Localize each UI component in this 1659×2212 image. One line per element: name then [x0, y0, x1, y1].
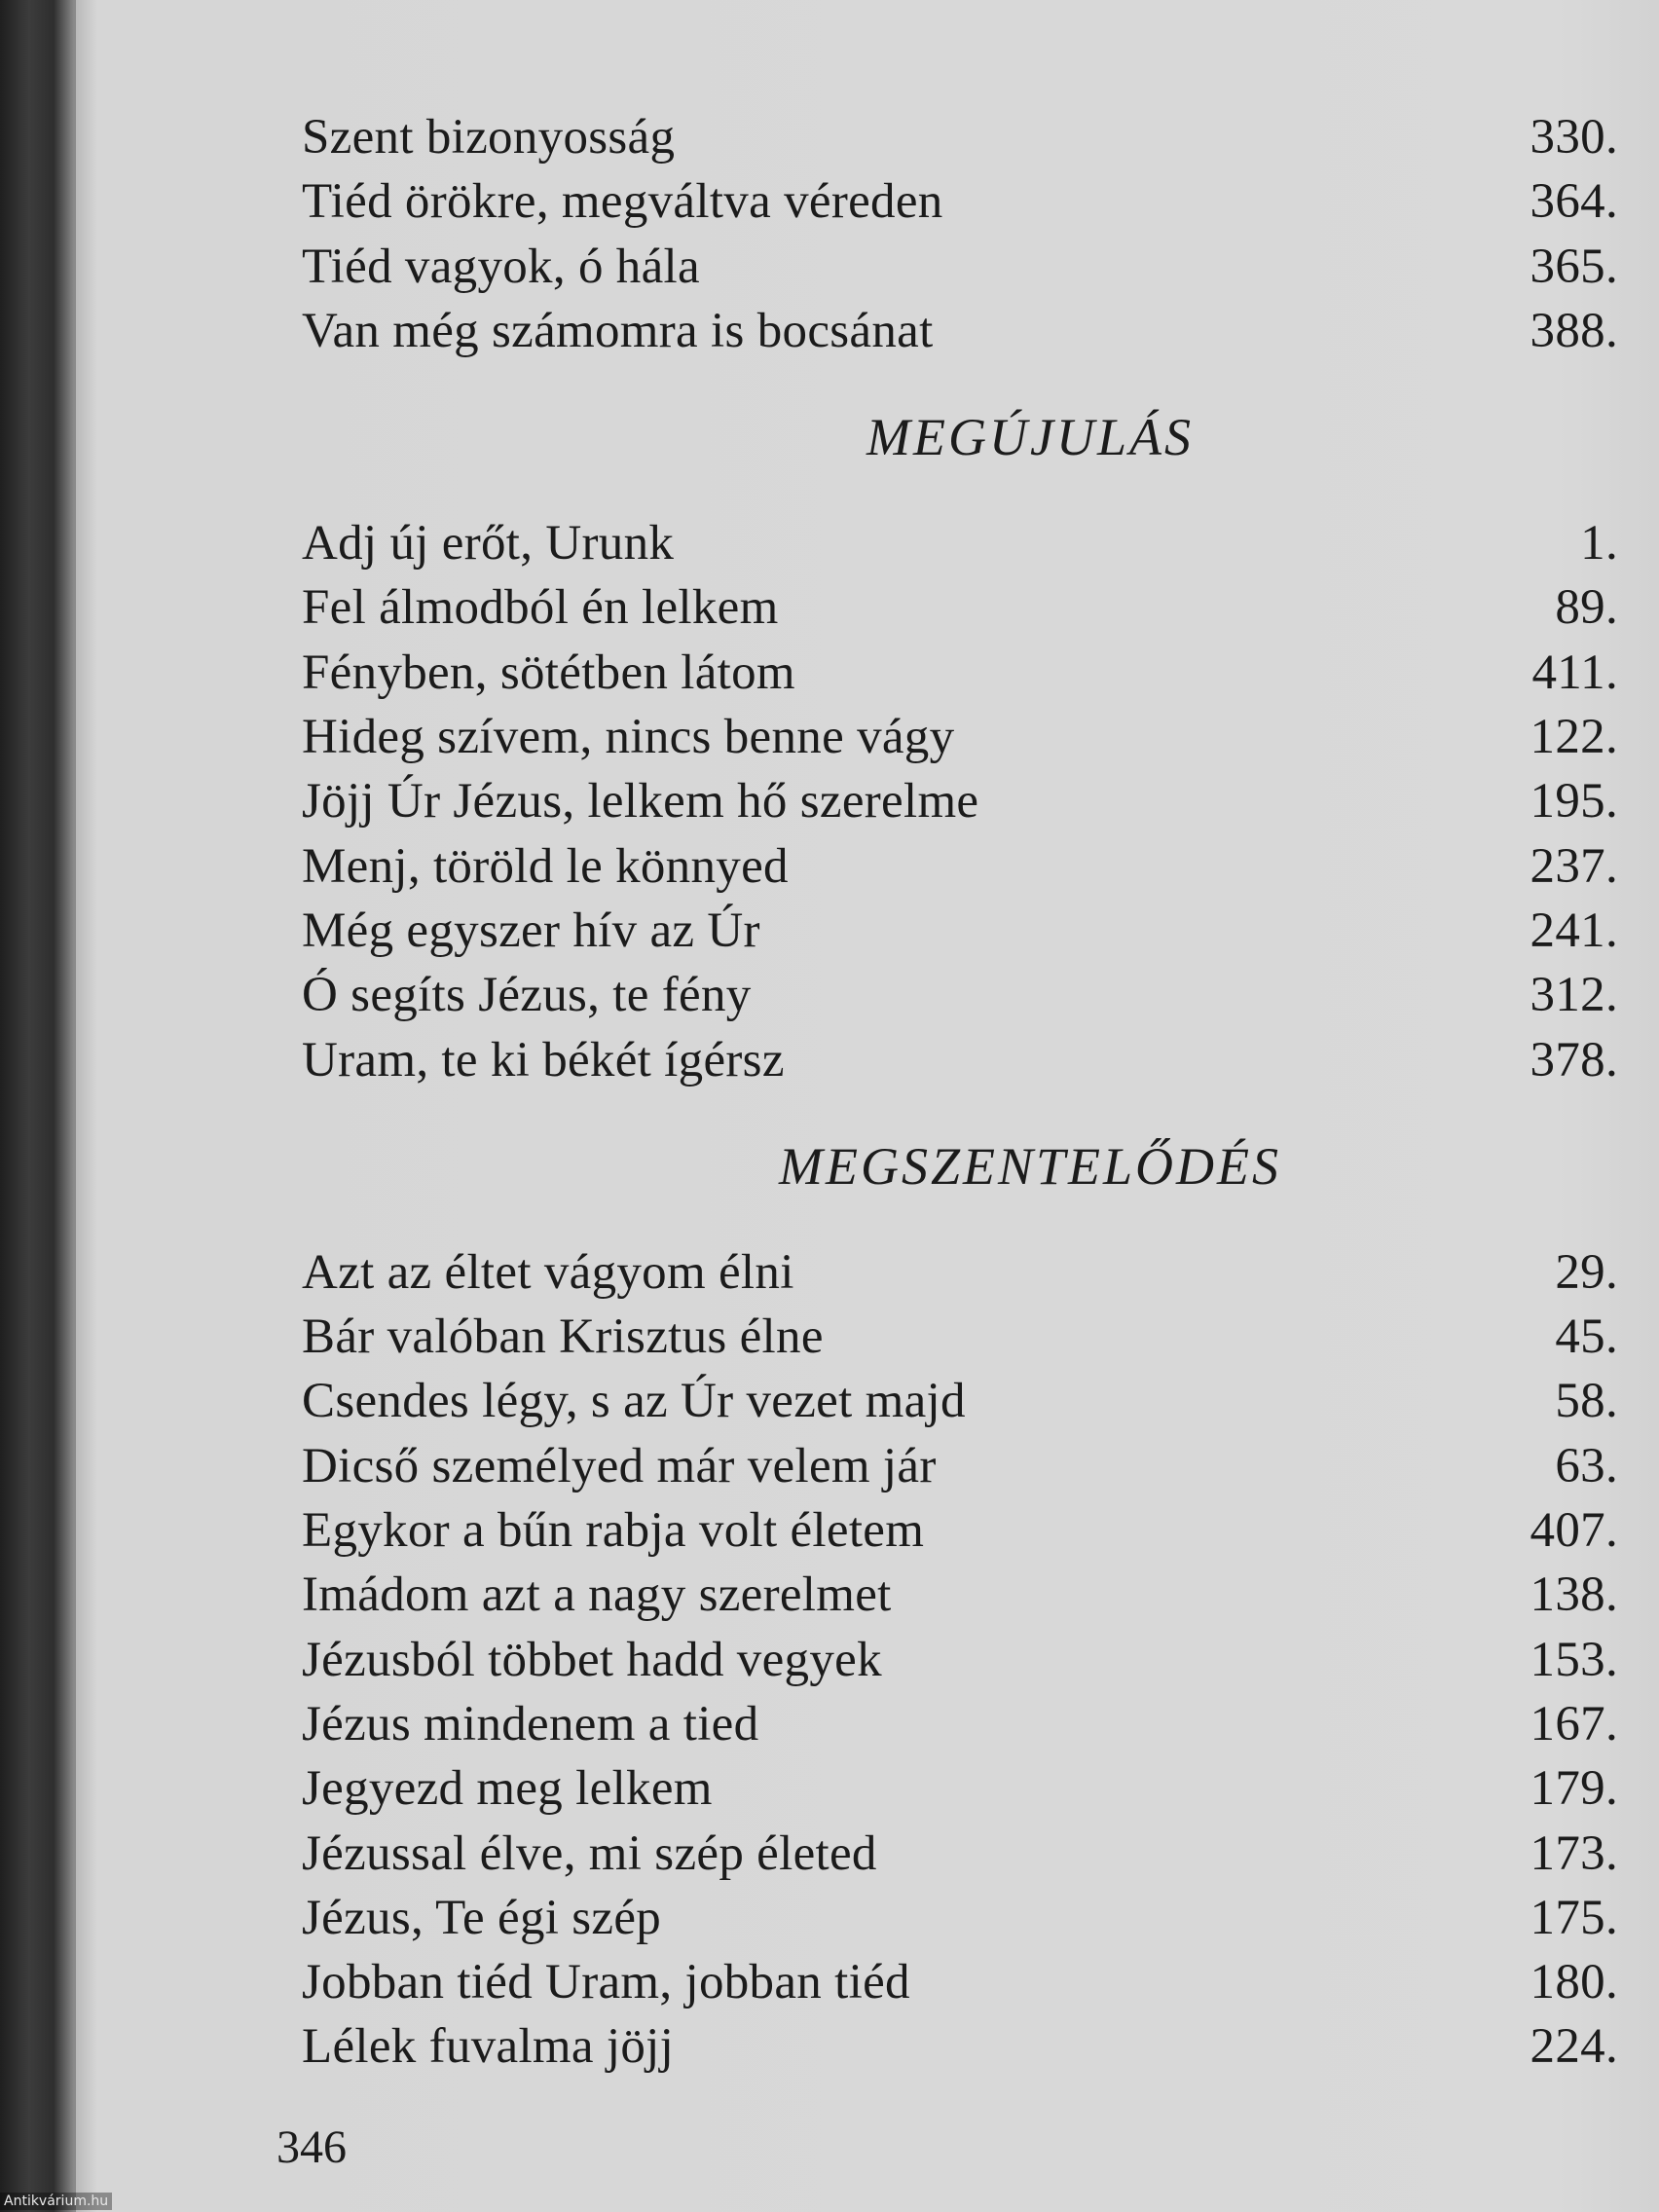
index-entry	[292, 299, 1622, 363]
entry-title: Imádom azt a nagy szerelmet	[302, 1567, 892, 1623]
index-entry	[292, 1240, 1622, 1305]
entry-number: 364.	[1530, 174, 1618, 230]
entry-number: 29.	[1555, 1244, 1618, 1300]
entry-title: Egykor a bűn rabja volt életem	[302, 1503, 925, 1559]
index-entry	[292, 575, 1622, 640]
entry-title: Lélek fuvalma jöjj	[302, 2019, 675, 2075]
entry-number: 175.	[1530, 1890, 1618, 1945]
entry-title: Van még számomra is bocsánat	[302, 303, 934, 358]
hymn-index	[292, 105, 1622, 2080]
entry-title: Tiéd vagyok, ó hála	[302, 239, 700, 294]
page-number: 346	[276, 2121, 347, 2173]
entry-number: 167.	[1530, 1696, 1618, 1751]
entry-number: 312.	[1530, 968, 1618, 1023]
index-entry	[292, 1369, 1622, 1433]
index-entry	[292, 1822, 1622, 1886]
entry-number: 241.	[1530, 903, 1618, 958]
index-entry	[292, 1756, 1622, 1821]
entry-number: 407.	[1530, 1503, 1618, 1559]
entry-title: Ó segíts Jézus, te fény	[302, 968, 752, 1023]
index-entry	[292, 1498, 1622, 1563]
entry-title: Még egyszer hív az Úr	[302, 903, 760, 958]
index-entry	[292, 105, 1622, 169]
index-entry	[292, 1886, 1622, 1950]
index-entry	[292, 1692, 1622, 1756]
index-entry	[292, 963, 1622, 1027]
entry-number: 138.	[1530, 1567, 1618, 1623]
entry-title: Hideg szívem, nincs benne vágy	[302, 710, 955, 765]
entry-number: 1.	[1580, 516, 1618, 571]
entry-number: 173.	[1530, 1825, 1618, 1881]
entry-number: 330.	[1530, 110, 1618, 165]
entry-title: Bár valóban Krisztus élne	[302, 1309, 824, 1365]
entry-number: 180.	[1530, 1955, 1618, 2010]
entry-title: Jézussal élve, mi szép életed	[302, 1825, 877, 1881]
entry-number: 378.	[1530, 1032, 1618, 1088]
section-heading: MEGSZENTELŐDÉS	[778, 1136, 1282, 1196]
entry-title: Jöjj Úr Jézus, lelkem hő szerelme	[302, 774, 979, 830]
entry-title: Jézusból többet hadd vegyek	[302, 1632, 882, 1687]
index-entry	[292, 235, 1622, 299]
index-entry	[292, 769, 1622, 833]
index-entry	[292, 834, 1622, 899]
section-heading: MEGÚJULÁS	[866, 408, 1194, 467]
entry-title: Azt az éltet vágyom élni	[302, 1244, 794, 1300]
index-entry	[292, 641, 1622, 705]
index-entry	[292, 1628, 1622, 1692]
entry-number: 179.	[1530, 1761, 1618, 1817]
section-continued	[292, 105, 1622, 363]
section-megszentelodes	[292, 1092, 1622, 2080]
entry-number: 365.	[1530, 239, 1618, 294]
section-megujulas	[292, 363, 1622, 1092]
entry-title: Fel álmodból én lelkem	[302, 580, 779, 636]
entry-number: 122.	[1530, 710, 1618, 765]
entry-number: 388.	[1530, 303, 1618, 358]
entry-title: Jézus, Te égi szép	[302, 1890, 662, 1945]
entry-title: Uram, te ki békét ígérsz	[302, 1032, 785, 1088]
entry-title: Jegyezd meg lelkem	[302, 1761, 713, 1817]
entry-title: Szent bizonyosság	[302, 110, 676, 165]
entry-number: 58.	[1555, 1374, 1618, 1429]
entry-number: 45.	[1555, 1309, 1618, 1365]
entry-number: 153.	[1530, 1632, 1618, 1687]
index-entry	[292, 1028, 1622, 1092]
entry-title: Jobban tiéd Uram, jobban tiéd	[302, 1955, 910, 2010]
index-entry	[292, 1563, 1622, 1627]
entry-number: 411.	[1531, 645, 1618, 700]
entry-number: 195.	[1530, 774, 1618, 830]
entry-title: Adj új erőt, Urunk	[302, 516, 675, 571]
index-entry	[292, 1950, 1622, 2014]
book-binding-shadow	[0, 0, 76, 2212]
index-entry	[292, 899, 1622, 963]
index-entry	[292, 511, 1622, 575]
entry-title: Dicső személyed már velem jár	[302, 1438, 937, 1493]
entry-number: 89.	[1555, 580, 1618, 636]
index-entry	[292, 1305, 1622, 1369]
index-entry	[292, 1434, 1622, 1498]
entry-title: Menj, töröld le könnyed	[302, 838, 789, 894]
entry-title: Fényben, sötétben látom	[302, 645, 795, 700]
index-entry	[292, 2014, 1622, 2079]
entry-number: 237.	[1530, 838, 1618, 894]
entry-title: Tiéd örökre, megváltva véreden	[302, 174, 943, 230]
entry-number: 224.	[1530, 2019, 1618, 2075]
entry-number: 63.	[1555, 1438, 1618, 1493]
watermark: Antikvárium.hu	[0, 2193, 112, 2210]
entry-title: Jézus mindenem a tied	[302, 1696, 759, 1751]
entry-title: Csendes légy, s az Úr vezet majd	[302, 1374, 966, 1429]
index-entry	[292, 169, 1622, 234]
index-entry	[292, 705, 1622, 769]
